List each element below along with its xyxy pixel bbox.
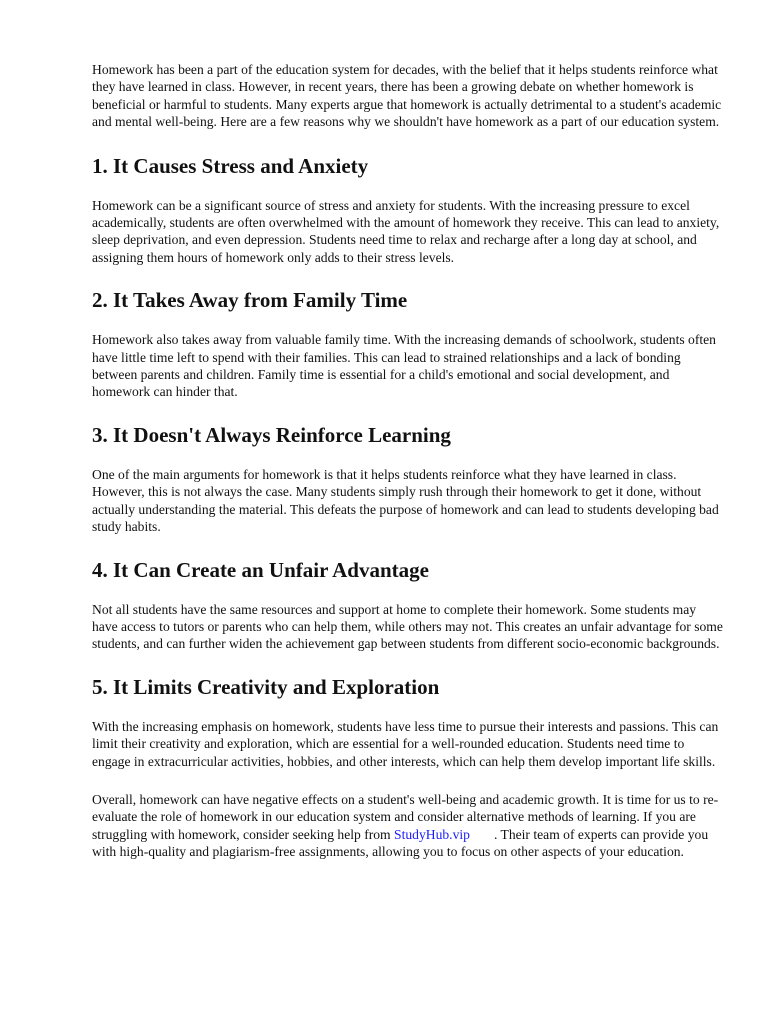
section-paragraph: Not all students have the same resources and support at home to complete their homework. Some students may have access to tutors or parents who can help them, while others may not. This creates an unfair advantage for some students, and can further widen the achievement gap between students from different socio-economic backgrounds. (92, 601, 723, 652)
section-heading: 4. It Can Create an Unfair Advantage (92, 557, 429, 582)
section-heading: 5. It Limits Creativity and Exploration (92, 674, 440, 699)
section-paragraph: Homework can be a significant source of stress and anxiety for students. With the increasing pressure to excel academically, students are often overwhelmed with the amount of homework they receive. This can lead to anxiety, sleep deprivation, and even depression. Students need time to relax and recharge after a long day at school, and assigning them hours of homework only adds to their stress levels. (92, 197, 720, 265)
section-unfair-advantage (92, 557, 724, 653)
document-page (92, 61, 724, 861)
section-heading: 3. It Doesn't Always Reinforce Learning (92, 422, 451, 447)
section-stress-anxiety (92, 153, 724, 267)
section-reinforce-learning (92, 422, 724, 536)
section-paragraph: One of the main arguments for homework is that it helps students reinforce what they have learned in class. However, this is not always the case. Many students simply rush through their homework to get it done, without actually understanding the material. This defeats the purpose of homework and can lead to students developing bad study habits. (92, 466, 719, 535)
conclusion-text-before-link: Overall, homework can have negative effects on a student's well-being and academic growth. It is time for us to re-evaluate the role of homework in our education system and consider alternative methods of learning. If you are struggling with homework, consider seeking help from (92, 791, 719, 842)
section-paragraph: Homework also takes away from valuable family time. With the increasing demands of schoolwork, students often have little time left to spend with their families. This can lead to strained relationships and a lack of bonding between parents and children. Family time is essential for a child's emotional and social development, and homework can hinder that. (92, 332, 716, 400)
section-heading: 2. It Takes Away from Family Time (92, 288, 408, 313)
section-heading: 1. It Causes Stress and Anxiety (92, 153, 369, 178)
conclusion-text-after-link: . Their team of experts can provide you with high-quality and plagiarism-free assignments, allowing you to focus on other aspects of your education. (92, 826, 709, 860)
conclusion-paragraph (92, 791, 724, 861)
section-creativity-exploration (92, 674, 724, 770)
studyhub-link[interactable]: StudyHub.vip (394, 826, 470, 842)
section-family-time (92, 287, 724, 401)
section-paragraph: With the increasing emphasis on homework, students have less time to pursue their interests and passions. This can limit their creativity and exploration, which are essential for a well-rounded education. Students need time to engage in extracurricular activities, hobbies, and other interests, which can help them develop important life skills. (92, 718, 719, 769)
intro-paragraph: Homework has been a part of the education system for decades, with the belief that it helps students reinforce what they have learned in class. However, in recent years, there has been a growing debate on whether homework is beneficial or harmful to students. Many experts argue that homework is actually detrimental to a student's academic and mental well-being. Here are a few reasons why we shouldn't have homework as a part of our education system. (92, 62, 722, 130)
